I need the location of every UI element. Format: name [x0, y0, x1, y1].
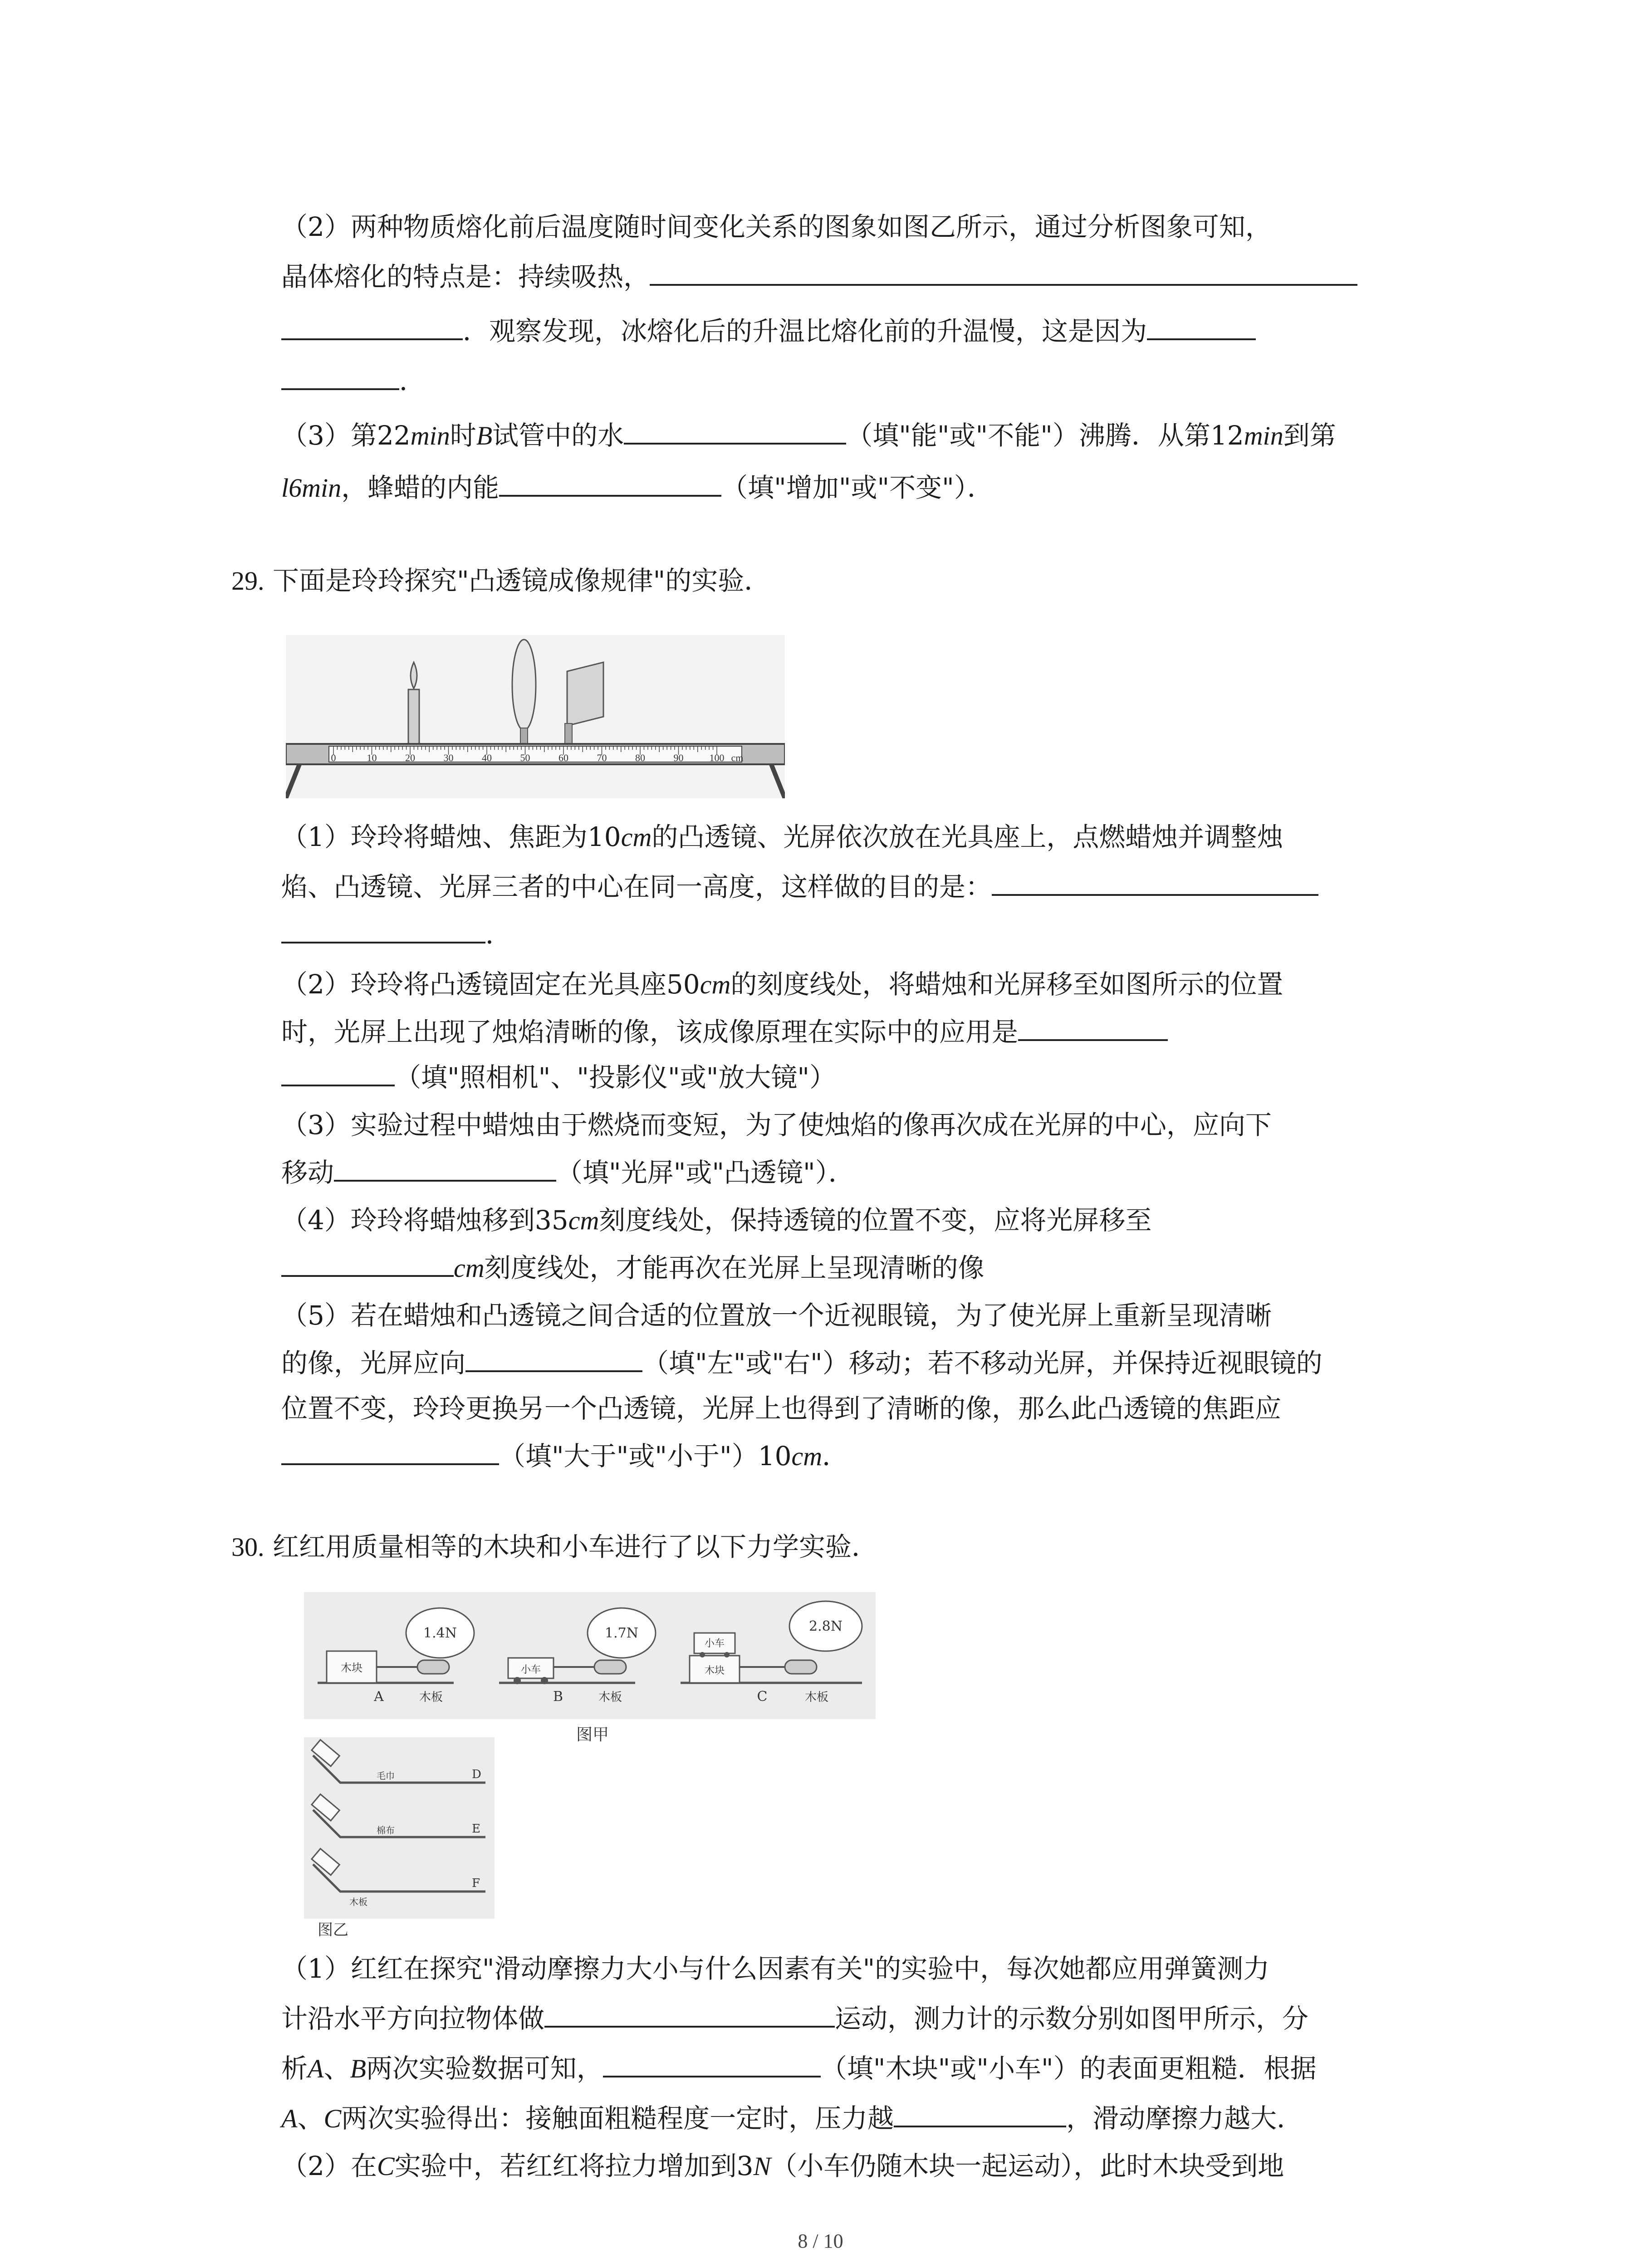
bench-tick-label: 0	[331, 752, 336, 763]
bench-tick-label: 40	[482, 752, 492, 763]
spring-scale-icon	[785, 1660, 817, 1674]
block-label: 木块	[704, 1665, 725, 1677]
q29-part2-line2: 时，光屏上出现了烛焰清晰的像，该成像原理在实际中的应用是	[281, 1014, 1168, 1050]
q28-part3-line2: l6min，蜂蜡的内能 （填"增加"或"不变"）．	[281, 472, 994, 503]
bench-tick-label: 100	[709, 752, 725, 763]
bench-tick-label: 60	[558, 752, 568, 763]
bench-tick-label: 50	[520, 752, 530, 763]
surface-label: 棉布	[377, 1825, 395, 1836]
q28-part3-line1: （3）第22min时B试管中的水 （填"能"或"不能"）沸腾．从第12min到第	[281, 420, 1336, 451]
bench-tick-label: 20	[405, 752, 415, 763]
reading-c: 2.8N	[809, 1618, 843, 1634]
q29-part4-line2: cm刻度线处，才能再次在光屏上呈现清晰的像	[281, 1250, 985, 1286]
block-label: 木块	[341, 1662, 362, 1674]
answer-blank[interactable]	[281, 338, 463, 340]
answer-blank[interactable]	[650, 284, 1357, 286]
answer-blank[interactable]	[499, 494, 721, 497]
answer-blank[interactable]	[465, 1370, 642, 1372]
q29-part3-line1: （3）实验过程中蜡烛由于燃烧而变短，为了使烛焰的像再次成在光屏的中心，应向下	[281, 1110, 1272, 1140]
answer-blank[interactable]	[281, 388, 399, 390]
answer-blank[interactable]	[1018, 1039, 1168, 1041]
q29-part5-line4: （填"大于"或"小于"）10cm．	[281, 1438, 848, 1475]
label-a: A	[374, 1689, 384, 1705]
bench-tick-label: 10	[367, 752, 377, 763]
q30-part1-line1: （1）红红在探究"滑动摩擦力大小与什么因素有关"的实验中，每次她都应用弹簧测力	[281, 1953, 1270, 1984]
q29-part5-line2: 的像，光屏应向 （填"左"或"右"）移动；若不移动光屏，并保持近视眼镜的	[281, 1348, 1323, 1378]
bench-tick-label: 80	[635, 752, 645, 763]
board-label: 木板	[419, 1691, 443, 1704]
q29-part2-line3: （填"照相机"、"投影仪"或"放大镜"）	[281, 1059, 836, 1095]
q29-part5-line3: 位置不变，玲玲更换另一个凸透镜，光屏上也得到了清晰的像，那么此凸透镜的焦距应	[281, 1393, 1282, 1424]
cart-label: 小车	[520, 1664, 541, 1676]
label-f: F	[472, 1877, 480, 1890]
answer-blank[interactable]	[281, 1275, 454, 1277]
q29-part1-line3: ．	[281, 916, 512, 953]
q28-part2-line2: 晶体熔化的特点是：持续吸热，	[281, 259, 1357, 295]
figure-a-caption: 图甲	[576, 1725, 609, 1744]
q29-part1-line1: （1）玲玲将蜡烛、焦距为10cm的凸透镜、光屏依次放在光具座上，点燃蜡烛并调整烛	[281, 821, 1283, 852]
answer-blank[interactable]	[603, 2075, 821, 2077]
answer-blank[interactable]	[334, 1179, 556, 1182]
q28-part2-line3: ．观察发现，冰熔化后的升温比熔化前的升温慢，这是因为	[281, 313, 1256, 349]
figure-b-ramp-experiment	[304, 1737, 495, 1919]
answer-blank[interactable]	[544, 2025, 835, 2028]
q29-part5-line1: （5）若在蜡烛和凸透镜之间合适的位置放一个近视眼镜，为了使光屏上重新呈现清晰	[281, 1300, 1272, 1331]
bench-tick-label: 90	[673, 752, 684, 763]
q30-part1-line2: 计沿水平方向拉物体做 运动，测力计的示数分别如图甲所示，分	[281, 2003, 1309, 2034]
answer-blank[interactable]	[624, 442, 846, 445]
answer-blank[interactable]	[992, 894, 1318, 896]
optical-bench-figure	[286, 635, 785, 798]
candle-icon	[408, 662, 419, 744]
q28-part2-line4: ．	[281, 363, 426, 399]
q30-part2-line1: （2）在C实验中，若红红将拉力增加到3N（小车仍随木块一起运动），此时木块受到地	[281, 2151, 1284, 2181]
q29-part2-line1: （2）玲玲将凸透镜固定在光具座50cm的刻度线处，将蜡烛和光屏移至如图所示的位置	[281, 969, 1283, 1000]
surface-label: 木板	[349, 1897, 367, 1907]
figure-a-friction-experiment	[304, 1592, 876, 1719]
q29-part1-line2: 焰、凸透镜、光屏三者的中心在同一高度，这样做的目的是：	[281, 869, 1318, 905]
answer-blank[interactable]	[894, 2125, 1066, 2127]
label-e: E	[472, 1822, 480, 1836]
reading-a: 1.4N	[423, 1625, 457, 1641]
cart-label: 小车	[704, 1638, 725, 1649]
surface-label: 毛巾	[377, 1770, 395, 1781]
label-d: D	[472, 1768, 481, 1781]
q30-title: 30. 红红用质量相等的木块和小车进行了以下力学实验．	[231, 1531, 878, 1562]
bench-tick-label: cm	[731, 752, 744, 763]
bench-tick-label: 70	[597, 752, 607, 763]
figure-b-caption: 图乙	[318, 1921, 348, 1939]
answer-blank[interactable]	[281, 941, 485, 943]
q30-part1-line4: A、C两次实验得出：接触面粗糙程度一定时，压力越 ，滑动摩擦力越大．	[281, 2103, 1303, 2134]
reading-b: 1.7N	[605, 1625, 638, 1641]
answer-blank[interactable]	[281, 1463, 499, 1465]
board-label: 木板	[598, 1691, 622, 1704]
q30-part1-line3: 析A、B两次实验数据可知， （填"木块"或"小车"）的表面更粗糙．根据	[281, 2053, 1317, 2084]
label-c: C	[757, 1689, 768, 1705]
label-b: B	[553, 1689, 563, 1705]
page-number: 8 / 10	[798, 2230, 843, 2252]
q29-title: 29. 下面是玲玲探究"凸透镜成像规律"的实验．	[231, 565, 771, 596]
spring-scale-icon	[417, 1660, 449, 1674]
spring-scale-icon	[594, 1660, 626, 1674]
q29-part3-line2: 移动 （填"光屏"或"凸透镜"）．	[281, 1157, 855, 1188]
q29-part4-line1: （4）玲玲将蜡烛移到35cm刻度线处，保持透镜的位置不变，应将光屏移至	[281, 1205, 1152, 1236]
bench-tick-label: 30	[443, 752, 454, 763]
answer-blank[interactable]	[281, 1084, 395, 1086]
q28-part2-line1: （2）两种物质熔化前后温度随时间变化关系的图象如图乙所示，通过分析图象可知，	[281, 211, 1272, 242]
answer-blank[interactable]	[1147, 338, 1256, 340]
board-label: 木板	[804, 1691, 829, 1704]
